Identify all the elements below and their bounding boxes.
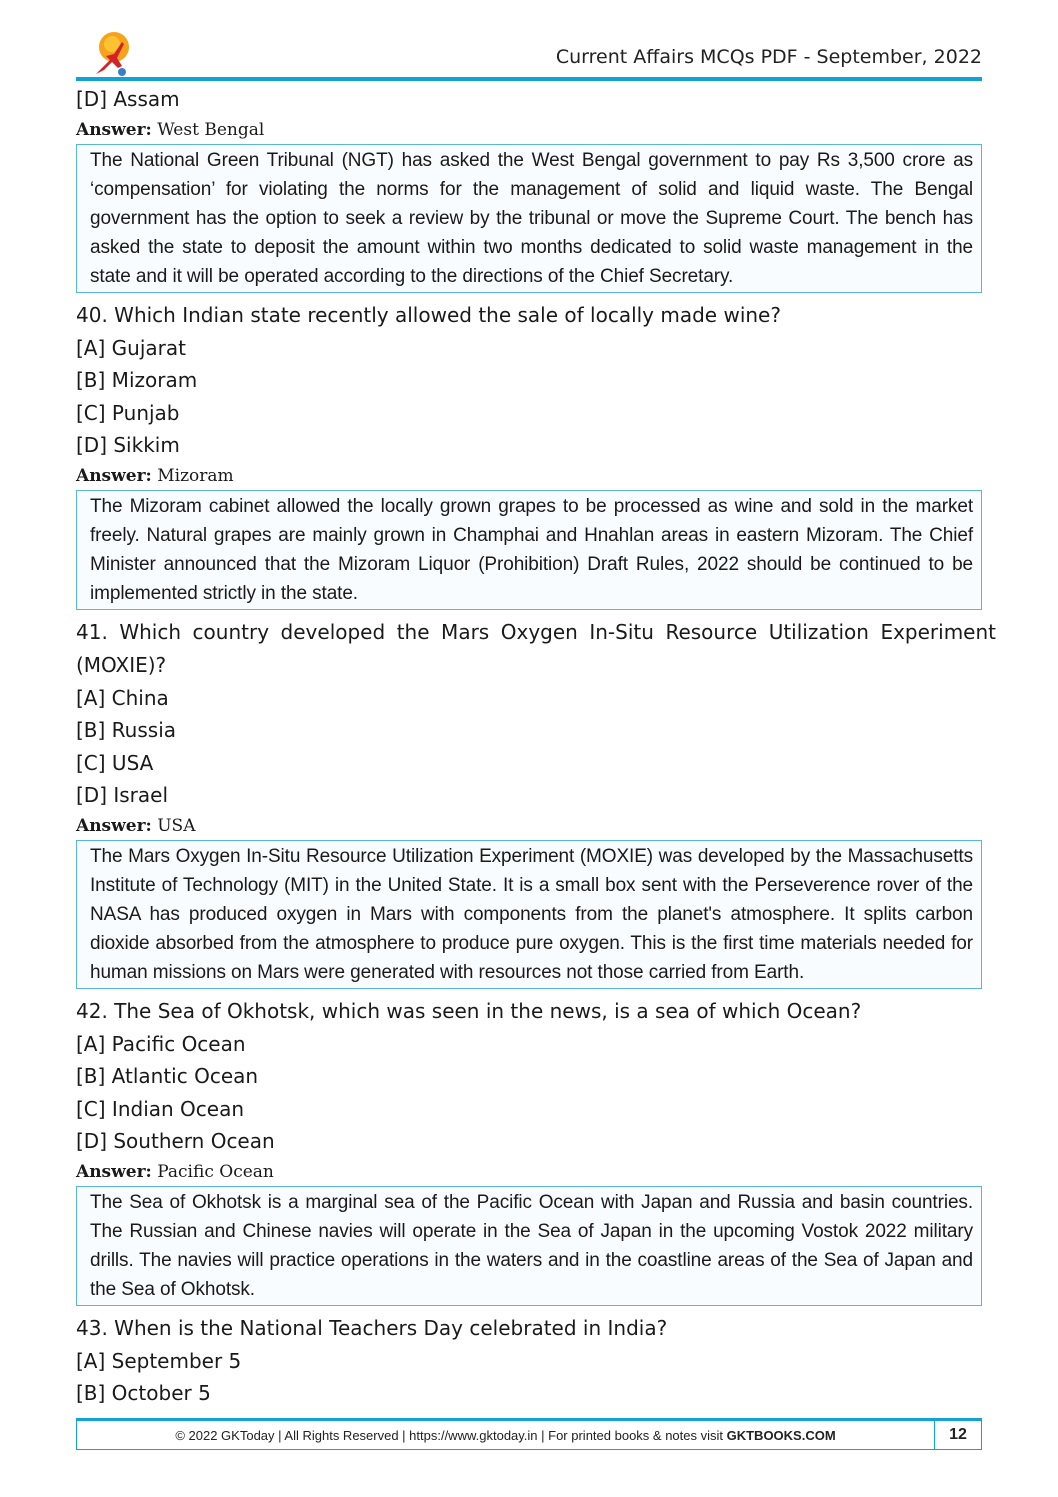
option: [C] Indian Ocean [76,1096,245,1121]
question-block [76,995,982,1306]
question-text: 41. Which country developed the Mars Oxygen In-Situ Resource Utilization Experiment (MOXIE)? [76,619,996,677]
explanation-box: The Mars Oxygen In-Situ Resource Utilization Experiment (MOXIE) was developed by the Massachusetts Institute of Technology (MIT) in the United State. It is a small box sent with the Perseverence rover of the NASA has produced oxygen in Mars with components from the planet's atmosphere. It splits carbon dioxide absorbed from the atmosphere to produce pure oxygen. This is the first time materials needed for human missions on Mars were generated with resources not those carried from Earth. [76,840,982,989]
question-block [76,616,996,989]
answer-value: USA [157,815,196,836]
gktoday-logo [92,30,134,78]
option: [C] USA [76,750,154,775]
explanation-box: The National Green Tribunal (NGT) has asked the West Bengal government to pay Rs 3,500 crore as ‘compensation’ for violating the norms for the management of solid and liquid waste. The Bengal government has the option to seek a review by the tribunal or move the Supreme Court. The bench has asked the state to deposit the amount within two months dedicated to solid waste management in the state and it will be operated according to the directions of the Chief Secretary. [76,144,982,293]
answer-line [76,1158,982,1186]
option: [B] October 5 [76,1381,211,1405]
footer [76,1418,982,1450]
question-text: 43. When is the National Teachers Day celebrated in India? [76,1315,668,1340]
explanation-box: The Sea of Okhotsk is a marginal sea of the Pacific Ocean with Japan and Russia and basin countries. The Russian and Chinese navies will operate in the Sea of Japan in the upcoming Vostok 2022 military drills. The navies will practice operations in the waters and in the coastline areas of the Sea of Japan and the Sea of Okhotsk. [76,1186,982,1306]
option: [A] September 5 [76,1348,242,1373]
answer-value: West Bengal [157,119,265,140]
answer-value: Mizoram [157,465,234,486]
option: [B] Atlantic Ocean [76,1064,259,1088]
explanation-box: The Mizoram cabinet allowed the locally grown grapes to be processed as wine and sold in the market freely. Natural grapes are mainly grown in Champhai and Hnahlan areas in eastern Mizoram. The Chief Minister announced that the Mizoram Liquor (Prohibition) Draft Rules, 2022 should be continued to be implemented strictly in the state. [76,490,982,610]
answer-line [76,812,982,840]
option: [A] Gujarat [76,335,186,360]
footer-brand-link[interactable]: GKTBOOKS.COM [726,1427,836,1443]
answer-label: Answer: [76,1161,152,1182]
option: [A] China [76,685,169,710]
option: [D] Sikkim [76,433,180,457]
option: [D] Southern Ocean [76,1129,275,1153]
answer-line [76,116,982,144]
header-title: Current Affairs MCQs PDF - September, 2022 [555,46,982,68]
answer-value: Pacific Ocean [157,1161,274,1182]
option: [B] Russia [76,718,177,742]
content [76,83,996,1410]
header-divider [76,77,982,81]
answer-line [76,462,982,490]
page-number: 12 [934,1421,981,1449]
option: [D] Israel [76,783,169,807]
option: [B] Mizoram [76,368,198,392]
option: [C] Punjab [76,400,180,425]
question-text: 40. Which Indian state recently allowed the sale of locally made wine? [76,302,781,327]
answer-label: Answer: [76,465,152,486]
question-block [76,299,982,610]
footer-copyright: © 2022 GKToday | All Rights Reserved | https://www.gktoday.in | For printed books & notes visit [175,1427,727,1443]
question-text: 42. The Sea of Okhotsk, which was seen in the news, is a sea of which Ocean? [76,998,862,1023]
answer-label: Answer: [76,815,152,836]
question-block [76,1312,982,1410]
option: [D] Assam [76,87,180,111]
footer-text [77,1428,934,1443]
answer-label: Answer: [76,119,152,140]
option: [A] Pacific Ocean [76,1031,246,1056]
